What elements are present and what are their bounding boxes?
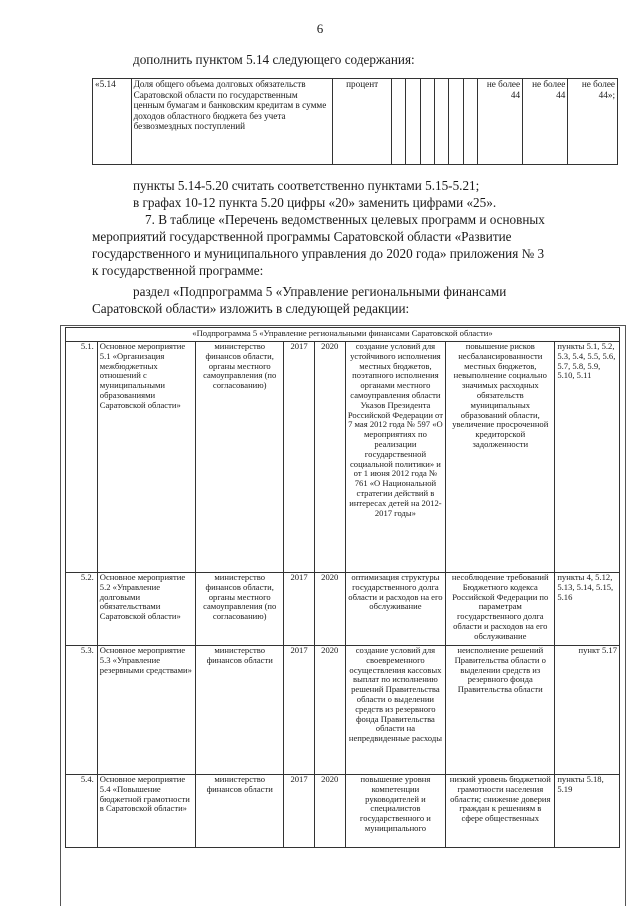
- row-result: создание условий для своевременного осуществления кассовых выплат по исполнению решений Правительства области о выделении средств из резервного фонда Правительства области на непредвиденные расходы: [345, 646, 446, 775]
- intro-paragraph: дополнить пунктом 5.14 следующего содержания:: [133, 52, 415, 67]
- row-year-start: 2017: [284, 342, 315, 573]
- table-row: [66, 342, 620, 573]
- row-number: 5.3.: [66, 646, 98, 775]
- row-indicators: пункты 4, 5.12, 5.13, 5.14, 5.15, 5.16: [555, 573, 620, 646]
- row-risk: неисполнение решений Правительства области о выделении средств из резервного фонда Правительства области: [446, 646, 555, 775]
- t1-unit: процент: [333, 79, 391, 165]
- row-executor: министерство финансов области: [196, 775, 284, 848]
- row-number: 5.1.: [66, 342, 98, 573]
- row-executor: министерство финансов области, органы местного самоуправления (по согласованию): [196, 573, 284, 646]
- table-row: [66, 646, 620, 775]
- t1-v1: не более 44: [477, 79, 522, 165]
- row-number: 5.2.: [66, 573, 98, 646]
- row-result: создание условий для устойчивого исполнения местных бюджетов, поэтапного исполнения органами местного самоуправления области Указов Президента Российской Федерации от 7 мая 2012 года № 597 «О мероприятиях по реализации государственной социальной политики» и от 1 июня 2012 года № 761 «О Национальной стратегии действий в интересах детей на 2012-2017 годы»: [345, 342, 446, 573]
- row-risk: повышение рисков несбалансированности местных бюджетов, невыполнение социально значимых расходных обязательств муниципальных образований области, увеличение просроченной кредиторской задолженности: [446, 342, 555, 573]
- para-line-8: Саратовской области» изложить в следующей редакции:: [92, 301, 410, 316]
- row-year-start: 2017: [284, 573, 315, 646]
- para-line-5: государственного и муниципального управления до 2020 года» приложения № 3: [92, 246, 545, 261]
- t1-v2: не более 44: [523, 79, 568, 165]
- t1-v3: не более 44»;: [568, 79, 618, 165]
- row-number: 5.4.: [66, 775, 98, 848]
- para-line-2: в графах 10-12 пункта 5.20 цифры «20» заменить цифрами «25».: [133, 195, 497, 210]
- page-number: 6: [316, 21, 324, 36]
- row-indicators: пункт 5.17: [555, 646, 620, 775]
- row-name: Основное мероприятие 5.1 «Организация межбюджетных отношений с муниципальными образованиями Саратовской области»: [97, 342, 196, 573]
- row-executor: министерство финансов области: [196, 646, 284, 775]
- row-year-start: 2017: [284, 646, 315, 775]
- row-name: Основное мероприятие 5.4 «Повышение бюджетной грамотности в Саратовской области»: [97, 775, 196, 848]
- row-name: Основное мероприятие 5.2 «Управление долговыми обязательствами Саратовской области»: [97, 573, 196, 646]
- para-line-6: к государственной программе:: [92, 263, 264, 278]
- para-line-3: 7. В таблице «Перечень ведомственных целевых программ и основных: [145, 212, 545, 227]
- t1-num: «5.14: [93, 79, 132, 165]
- program-table: [65, 327, 620, 848]
- row-indicators: пункты 5.18, 5.19: [555, 775, 620, 848]
- row-risk: низкий уровень бюджетной грамотности населения области; снижение доверия граждан к решениям в сфере общественных: [446, 775, 555, 848]
- row-executor: министерство финансов области, органы местного самоуправления (по согласованию): [196, 342, 284, 573]
- row-name: Основное мероприятие 5.3 «Управление резервными средствами»: [97, 646, 196, 775]
- row-year-end: 2020: [314, 775, 345, 848]
- row-result: оптимизация структуры государственного долга области и расходов на его обслуживание: [345, 573, 446, 646]
- para-line-4: мероприятий государственной программы Саратовской области «Развитие: [92, 229, 512, 244]
- row-year-end: 2020: [314, 342, 345, 573]
- row-year-end: 2020: [314, 646, 345, 775]
- row-year-end: 2020: [314, 573, 345, 646]
- para-line-1: пункты 5.14-5.20 считать соответственно пунктами 5.15-5.21;: [133, 178, 480, 193]
- row-indicators: пункты 5.1, 5.2, 5.3, 5.4, 5.5, 5.6, 5.7, 5.8, 5.9, 5.10, 5.11: [555, 342, 620, 573]
- indicator-table: [92, 78, 618, 165]
- row-risk: несоблюдение требований Бюджетного кодекса Российской Федерации по параметрам государственного долга области и расходов на его обслуживание: [446, 573, 555, 646]
- para-line-7: раздел «Подпрограмма 5 «Управление региональными финансами: [133, 284, 507, 299]
- t1-name: Доля общего объема долговых обязательств Саратовской области по государственным ценным бумагам и банковским кредитам в сумме доходов областного бюджета без учета безвозмездных поступлений: [131, 79, 333, 165]
- table-header: «Подпрограмма 5 «Управление региональными финансами Саратовской области»: [66, 328, 620, 342]
- row-year-start: 2017: [284, 775, 315, 848]
- table-row: [66, 775, 620, 848]
- row-result: повышение уровня компетенции руководителей и специалистов государственного и муниципального: [345, 775, 446, 848]
- table-row: [66, 573, 620, 646]
